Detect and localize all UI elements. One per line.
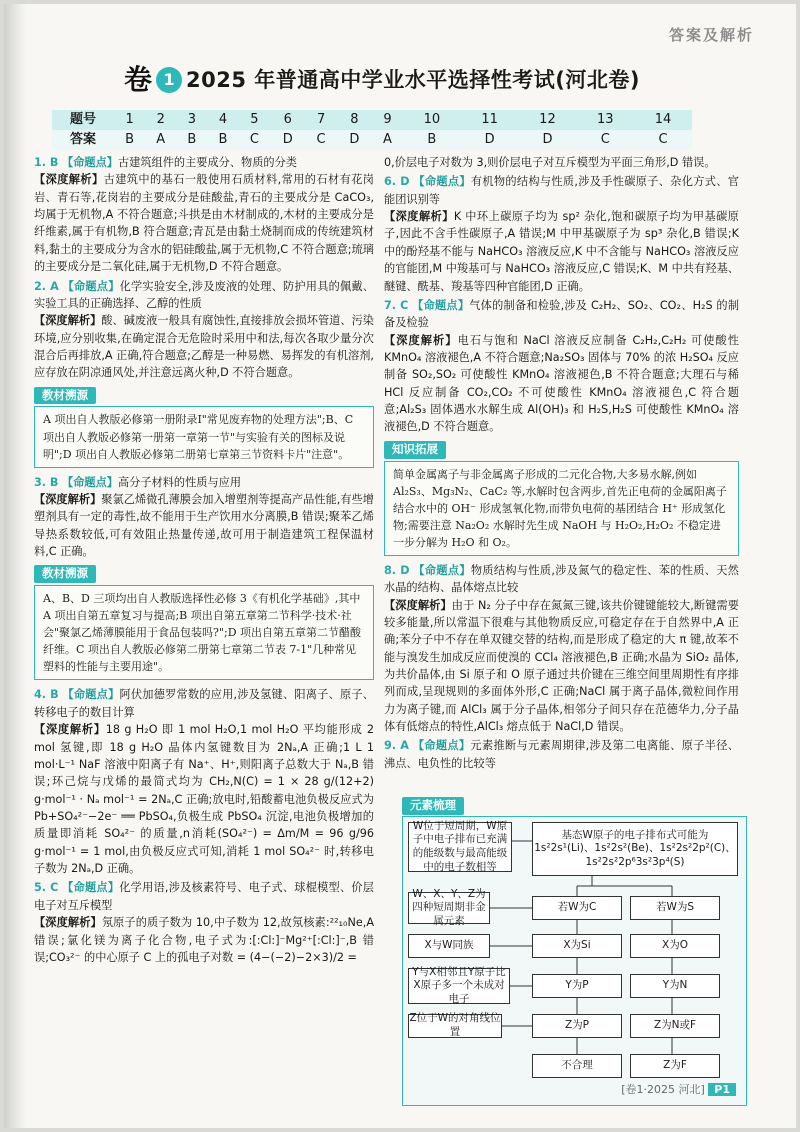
question-2-explanation — [34, 278, 374, 382]
analysis-tag: 【深度解析】 — [34, 723, 106, 737]
flow-box-w-condition: W位于短周期，W原子中电子排布已充满的能级数与最高能级中的电子数相等 — [408, 822, 512, 872]
answer-cell: A — [372, 130, 403, 150]
topic-tag: 【命题点】 — [412, 298, 470, 312]
analysis-text: 电石与饱和 NaCl 溶液反应制备 C₂H₂,C₂H₂ 可使酸性 KMnO₄ 溶液褪色,A 不符合题意;Na₂SO₃ 固体与 70% 的浓 H₂SO₄ 反应制备 SO₂,SO₂ 可使酸性 KMnO₄ 溶液褪色,B 不符合题意;大理石与稀 HCl 反应制备 CO₂,CO₂ 不可使酸性 KMnO₄ 溶液褪色,C 符合题意;Al₂S₃ 固体遇水水解生成 Al(OH)₃ 和 H₂S,H₂S 可使酸性 KMnO₄ 溶液褪色,D 不符合题意。 — [384, 333, 739, 434]
answer-table-head-label: 题号 — [52, 110, 114, 130]
flow-box-x-o: X为O — [630, 934, 720, 958]
question-number-cell: 4 — [207, 110, 238, 130]
question-number-cell: 14 — [634, 110, 692, 130]
topic-tag: 【命题点】 — [413, 175, 471, 189]
flow-box-y-p: Y为P — [532, 974, 622, 998]
question-number-cell: 11 — [461, 110, 519, 130]
page-header-title: 答案及解析 — [668, 26, 754, 44]
question-number-cell: 9 — [372, 110, 403, 130]
answer-cell: D — [270, 130, 305, 150]
question-number: 1. B — [34, 156, 59, 169]
analysis-text: 聚氯乙烯微孔薄膜会加入增塑剂等提高产品性能,有些增塑剂具有一定的毒性,故不能用于生产饮用水分离膜,B 错误;聚苯乙烯导热系数较低,可有效阻止热量传递,故可用于制造建筑工程保温材料,C 正确。 — [34, 492, 374, 559]
topic-tag: 【命题点】 — [412, 739, 471, 753]
page — [4, 4, 796, 1128]
analysis-tag: 【深度解析】 — [384, 210, 454, 224]
answer-cell: B — [207, 130, 238, 150]
footer-text: [卷1·2025 河北] — [621, 1082, 705, 1096]
topic-tag: 【命题点】 — [62, 475, 118, 489]
question-5-continued: 0,价层电子对数为 3,则价层电子对互斥模型为平面三角形,D 错误。 — [384, 156, 716, 169]
topic-tag: 【命题点】 — [62, 881, 120, 895]
answer-cell: D — [519, 130, 577, 150]
question-number: 9. A — [384, 739, 409, 753]
topic-text: 化学用语,涉及核素符号、电子式、球棍模型、价层电子对互斥模型 — [34, 881, 374, 912]
analysis-text: 18 g H₂O 即 1 mol H₂O,1 mol H₂O 平均能形成 2 mol 氢键,即 18 g H₂O 晶体内氢键数目为 2Nₐ,A 正确;1 L 1 mol·L⁻¹ NaF 溶液中阳离子有 Na⁺、H⁺,则阳离子总数大于 Nₐ,B 错误;环己烷与戊烯的最简式均为 CH₂,N(C) = 1 × 28 g/(12+2) g·mol⁻¹ · Nₐ mol⁻¹ = 2Nₐ,C 正确;放电时,铅酸蓄电池负极反应式为 Pb+SO₄²⁻−2e⁻ ══ PbSO₄,负极生成 PbSO₄ 沉淀,电池负极增加的质量即消耗 SO₄²⁻ 的质量,n消耗(SO₄²⁻) = Δm/M = 96 g/96 g·mol⁻¹ = 1 mol,由负极反应式可知,消耗 1 mol SO₄²⁻ 时,转移电子数为 2Nₐ,D 正确。 — [34, 723, 374, 876]
textbook-source-note: A 项出自人教版必修第一册附录Ⅰ"常见废弃物的处理方法";B、C 项出自人教版必修第一册第一章第一节"与实验有关的图标及说明";D 项出自人教版必修第二册第七章第三节资料卡片"注意"。 — [34, 406, 374, 467]
flow-box-z-n-or-f: Z为N或F — [630, 1014, 720, 1038]
analysis-tag: 【深度解析】 — [34, 492, 102, 506]
topic-text: 物质结构与性质,涉及氮气的稳定性、苯的性质、天然水晶的结构、晶体熔点比较 — [384, 563, 739, 595]
topic-text: 古建筑组件的主要成分、物质的分类 — [117, 156, 297, 169]
flow-box-w-configurations: 基态W原子的电子排布式可能为 1s²2s¹(Li)、1s²2s²(Be)、1s²2s²2p²(C)、1s²2s²2p⁶3s²3p⁴(S) — [532, 822, 738, 876]
page-spine — [4, 4, 26, 1128]
analysis-text: 氖原子的质子数为 10,中子数为 12,故氖核素:²²₁₀Ne,A 错误;氯化镁为离子化合物,电子式为:[:Cl:]⁻Mg²⁺[:Cl:]⁻,B 错误;CO₃²⁻ 的中心原子 C 上的孤电子对数 = (4−(−2)−2×3)/2 = — [34, 916, 374, 964]
answer-cell: D — [461, 130, 519, 150]
question-number: 6. D — [384, 175, 410, 189]
textbook-source-badge: 教材溯源 — [34, 387, 96, 405]
element-flowchart — [402, 798, 747, 1106]
answer-cell: C — [634, 130, 692, 150]
question-6-explanation — [384, 173, 739, 295]
analysis-tag: 【深度解析】 — [34, 173, 104, 187]
flow-box-unreasonable: 不合理 — [532, 1054, 622, 1078]
question-5-explanation — [34, 879, 374, 966]
title-juan-label: 卷 — [124, 63, 153, 97]
flow-box-z-f: Z为F — [630, 1054, 720, 1078]
answer-cell: C — [239, 130, 271, 150]
topic-text: 元素推断与元素周期律,涉及第二电离能、原子半径、沸点、电负性的比较等 — [384, 739, 739, 770]
analysis-tag: 【深度解析】 — [34, 314, 102, 328]
question-number: 5. C — [34, 881, 59, 895]
answer-cell: C — [576, 130, 634, 150]
answer-cell: B — [403, 130, 461, 150]
flow-box-z-p: Z为P — [532, 1014, 622, 1038]
flow-box-if-w-c: 若W为C — [532, 896, 622, 920]
answer-cell: A — [145, 130, 176, 150]
topic-tag: 【命题点】 — [62, 279, 120, 293]
flow-box-nonmetal-condition: W、X、Y、Z为四种短周期非金属元素 — [408, 892, 490, 924]
left-column — [34, 154, 374, 968]
textbook-source-note: A、B、D 三项均出自人教版选择性必修 3《有机化学基础》,其中 A 项出自第五章复习与提高;B 项出自第五章第二节科学·技术·社会"聚氯乙烯薄膜能用于食品包装吗?";D 项出自第五章第二节醋酸纤维。C 项出自人教版必修第二册第七章第二节表 7-1"几种常见塑料的性能与主要用途"。 — [34, 585, 374, 680]
question-number: 7. C — [384, 298, 409, 312]
question-9-explanation — [384, 737, 739, 772]
question-number-cell: 5 — [239, 110, 271, 130]
right-column — [384, 154, 739, 774]
flow-box-y-n: Y为N — [630, 974, 720, 998]
topic-text: 有机物的结构与性质,涉及手性碳原子、杂化方式、官能团识别等 — [384, 175, 739, 206]
question-number-cell: 12 — [519, 110, 577, 130]
analysis-text: 酸、碱废液一般具有腐蚀性,直接排放会损坏管道、污染环境,应分别收集,在确定混合无危险时采用中和法,每次各取少量分次混合后再排放,A 正确,符合题意;乙醇是一种易燃、易挥发的有机溶剂,应存放在阴凉通风处,并注意远离火种,D 不符合题意。 — [34, 314, 374, 380]
analysis-tag: 【深度解析】 — [384, 333, 458, 347]
flow-box-y-condition: Y与X相邻且Y原子比X原子多一个未成对电子 — [408, 968, 510, 1004]
analysis-text: 古建筑中的基石一般使用石质材料,常用的石材有花岗岩、青石等,花岗岩的主要成分是硅酸盐,青石的主要成分是 CaCO₃,均属于无机物,A 不符合题意;斗拱是由木材制成的,木材的主要成分是纤维素,属于有机物,B 符合题意;青瓦是由黏土烧制而成的传统建筑材料,黏土的主要成分为含水的铝硅酸盐,属于无机物,C 不符合题意;琉璃的主要成分是二氧化硅,属于无机物,D 不符合题意。 — [34, 173, 374, 274]
question-number-cell: 7 — [305, 110, 337, 130]
knowledge-extension-badge: 知识拓展 — [384, 441, 446, 459]
question-number-cell: 2 — [145, 110, 176, 130]
question-number-cell: 3 — [176, 110, 207, 130]
question-number: 8. D — [384, 563, 410, 577]
answer-key-table — [52, 110, 692, 150]
flow-box-x-condition: X与W同族 — [408, 934, 490, 958]
textbook-source-badge: 教材溯源 — [34, 565, 96, 583]
question-number: 3. B — [34, 475, 59, 489]
flow-box-if-w-s: 若W为S — [630, 896, 720, 920]
question-4-explanation — [34, 686, 374, 877]
answer-cell: C — [305, 130, 337, 150]
answer-cell: B — [176, 130, 207, 150]
question-number-cell: 13 — [576, 110, 634, 130]
question-1-explanation — [34, 154, 374, 276]
topic-text: 气体的制备和检验,涉及 C₂H₂、SO₂、CO₂、H₂S 的制备及检验 — [384, 298, 740, 330]
question-number-cell: 1 — [114, 110, 145, 130]
answer-table-answer-label: 答案 — [52, 130, 114, 150]
title-number-badge: 1 — [156, 67, 182, 93]
question-8-explanation — [384, 562, 739, 736]
question-7-explanation — [384, 297, 739, 436]
topic-tag: 【命题点】 — [413, 563, 471, 577]
footer-page-number: P1 — [708, 1083, 736, 1096]
topic-text: 高分子材料的性质与应用 — [117, 475, 242, 489]
question-3-explanation — [34, 474, 374, 561]
answer-cell: D — [337, 130, 372, 150]
answer-cell: B — [114, 130, 145, 150]
question-number-cell: 10 — [403, 110, 461, 130]
topic-text: 阿伏加德罗常数的应用,涉及氢键、阳离子、原子、转移电子的数目计算 — [34, 688, 374, 719]
analysis-tag: 【深度解析】 — [384, 598, 452, 612]
topic-text: 化学实验安全,涉及废液的处理、防护用具的佩戴、实验工具的正确选择、乙醇的性质 — [34, 279, 374, 310]
page-footer — [621, 1081, 736, 1098]
question-number: 4. B — [34, 688, 59, 702]
question-number-cell: 6 — [270, 110, 305, 130]
analysis-text: K 中环上碳原子均为 sp² 杂化,饱和碳原子均为甲基碳原子,因此不含手性碳原子,A 错误;M 中甲基碳原子为 sp³ 杂化,B 错误;K 中的酚羟基不能与 NaHCO₃ 溶液反应,K 中不含能与 NaHCO₃ 溶液反应的官能团,M 中羧基可与 NaHCO₃ 溶液反应,C 错误;K、M 中共有羟基、醚键、酰基、羧基等四种官能团,D 正确。 — [384, 210, 739, 293]
exam-title — [124, 62, 684, 98]
knowledge-extension-note: 简单金属离子与非金属离子形成的二元化合物,大多易水解,例如 Al₂S₃、Mg₃N₂、CaC₂ 等,水解时包含两步,首先正电荷的金属阳离子结合水中的 OH⁻ 形成氢氧化物,而带负电荷的基团结合 H⁺ 形成氢化物;需要注意 Na₂O₂ 水解时先生成 NaOH 与 H₂O₂,H₂O₂ 不稳定进一步分解为 H₂O 和 O₂。 — [384, 461, 739, 556]
flow-box-x-si: X为Si — [532, 934, 622, 958]
topic-tag: 【命题点】 — [62, 688, 120, 702]
element-analysis-badge: 元素梳理 — [402, 797, 464, 815]
topic-tag: 【命题点】 — [62, 156, 118, 169]
question-number-cell: 8 — [337, 110, 372, 130]
flow-box-z-condition: Z位于W的对角线位置 — [409, 1012, 501, 1038]
question-number: 2. A — [34, 279, 59, 293]
analysis-tag: 【深度解析】 — [34, 916, 102, 930]
analysis-text: 由于 N₂ 分子中存在氮氮三键,该共价键键能较大,断键需要较多能量,所以常温下很难与其他物质反应,可稳定存在于自然界中,A 正确;苯分子中不存在单双键交替的结构,而是形成了稳定的大 π 键,故苯不能与溴发生加成反应而使溴的 CCl₄ 溶液褪色,B 正确;水晶为 SiO₂ 晶体,为共价晶体,由 Si 原子和 O 原子通过共价键在三维空间里周期性有序排列而成,呈现规则的多面体外形,C 正确;NaCl 属于离子晶体,微粒间作用力为离子键,而 AlCl₃ 属于分子晶体,相邻分子间只存在范德华力,分子晶体有低熔点的特性,AlCl₃ 熔点低于 NaCl,D 错误。 — [384, 598, 739, 734]
title-text: 2025 年普通高中学业水平选择性考试(河北卷) — [186, 67, 640, 92]
